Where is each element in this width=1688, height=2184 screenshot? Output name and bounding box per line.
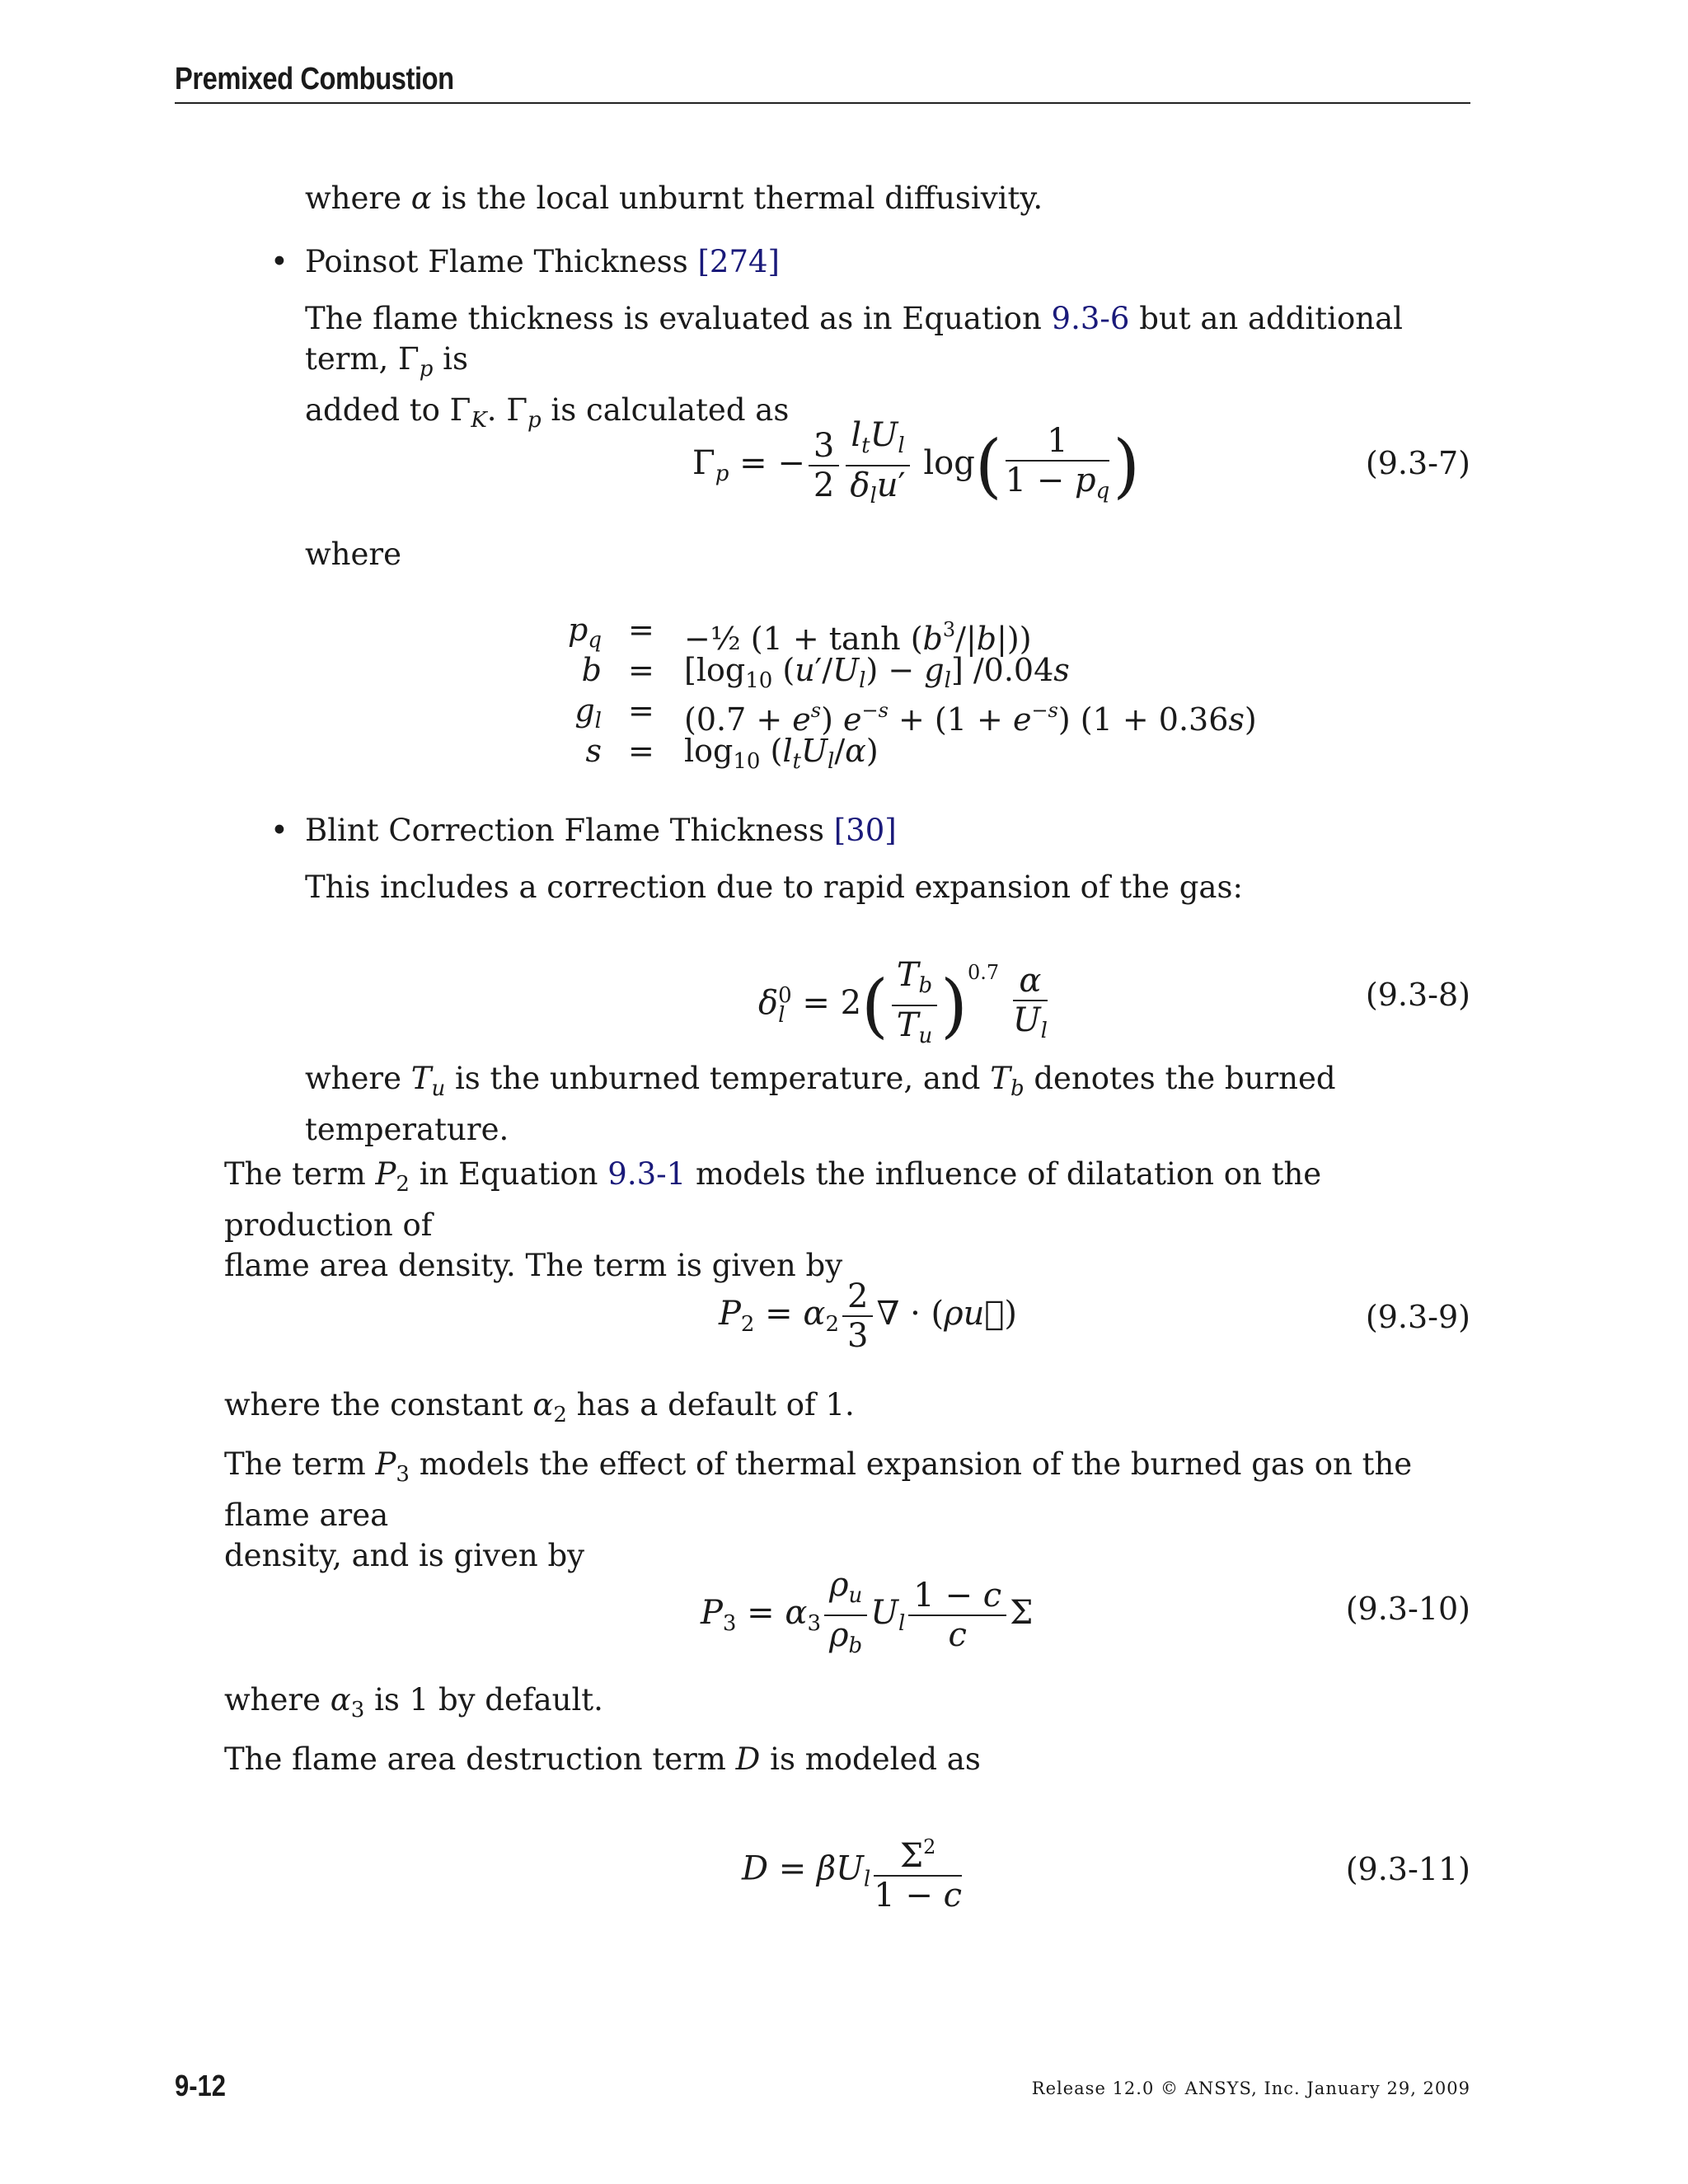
- header-title: Premixed Combustion: [175, 62, 454, 96]
- alpha-definition: where α is the local unburnt thermal diffusivity.: [305, 180, 1043, 216]
- p3-description: The term $P_3$ models the effect of thermal expansion of the burned gas on the flame area density, and is given by: [224, 1446, 1413, 1573]
- equation-p3: $P_3 = \alpha_3$ $\frac{\rho_u}{\rho_b}$ $U_l$ $\frac{1 - c}{c}$ Σ: [701, 1566, 1034, 1658]
- d-description: The flame area destruction term D is modeled as: [224, 1741, 981, 1777]
- p2-description: The term $P_2$ in Equation 9.3-1 models the influence of dilatation on the production of flame area density. The term is given by: [224, 1156, 1322, 1283]
- equation-delta-l0: δ0 l = 2( $\frac{T_b}{T_u}$ )$^{0.7}$ $\frac{\alpha}{U_l}$: [758, 956, 1048, 1048]
- bullet-blint: • Blint Correction Flame Thickness [30]: [305, 813, 897, 848]
- blint-where: where $T_u$ is the unburned temperature, and $T_b$ denotes the burned temperature.: [305, 1061, 1336, 1147]
- p3-constant-note: where $\alpha_3$ is 1 by default.: [224, 1682, 603, 1722]
- equation-d: $D = \beta U_l$ $\frac{\Sigma^2}{1 - c}$: [742, 1828, 965, 1915]
- equation-number-9-3-11: (9.3-11): [1345, 1851, 1470, 1887]
- citation-30[interactable]: [30]: [833, 813, 897, 848]
- citation-274[interactable]: [274]: [697, 244, 780, 279]
- p2-constant-note: where the constant $\alpha_2$ has a default of 1.: [224, 1387, 855, 1427]
- release-info: Release 12.0 © ANSYS, Inc. January 29, 2009: [1031, 2079, 1470, 2098]
- equation-ref-9-3-1[interactable]: 9.3-1: [607, 1156, 687, 1192]
- equation-number-9-3-9: (9.3-9): [1365, 1299, 1470, 1335]
- equation-number-9-3-8: (9.3-8): [1365, 977, 1470, 1013]
- blint-description: This includes a correction due to rapid expansion of the gas:: [305, 869, 1243, 905]
- equation-p2: $P_2 = \alpha_2$ $\frac{2}{3}$ ∇ · (ρu⃗): [719, 1277, 1018, 1355]
- equation-number-9-3-7: (9.3-7): [1365, 445, 1470, 481]
- equation-number-9-3-10: (9.3-10): [1345, 1591, 1470, 1627]
- poinsot-description: The flame thickness is evaluated as in Equation 9.3-6 but an additional term, $\Gamma_p$ is added to $\Gamma_K$. $\Gamma_p$ is calculated as: [305, 301, 1403, 433]
- equation-ref-9-3-6[interactable]: 9.3-6: [1051, 301, 1130, 336]
- page-number: 9-12: [175, 2069, 226, 2102]
- page-header: [175, 64, 1470, 104]
- where-label: where: [305, 537, 401, 572]
- equation-gamma-p: $\Gamma_p$ = − $\frac{3}{2}$ $\frac{l_tU_l}{\delta_lu'}$ log( $\frac{1}{1 - p_q}$ ): [692, 416, 1141, 509]
- bullet-poinsot: • Poinsot Flame Thickness [274]: [305, 244, 780, 279]
